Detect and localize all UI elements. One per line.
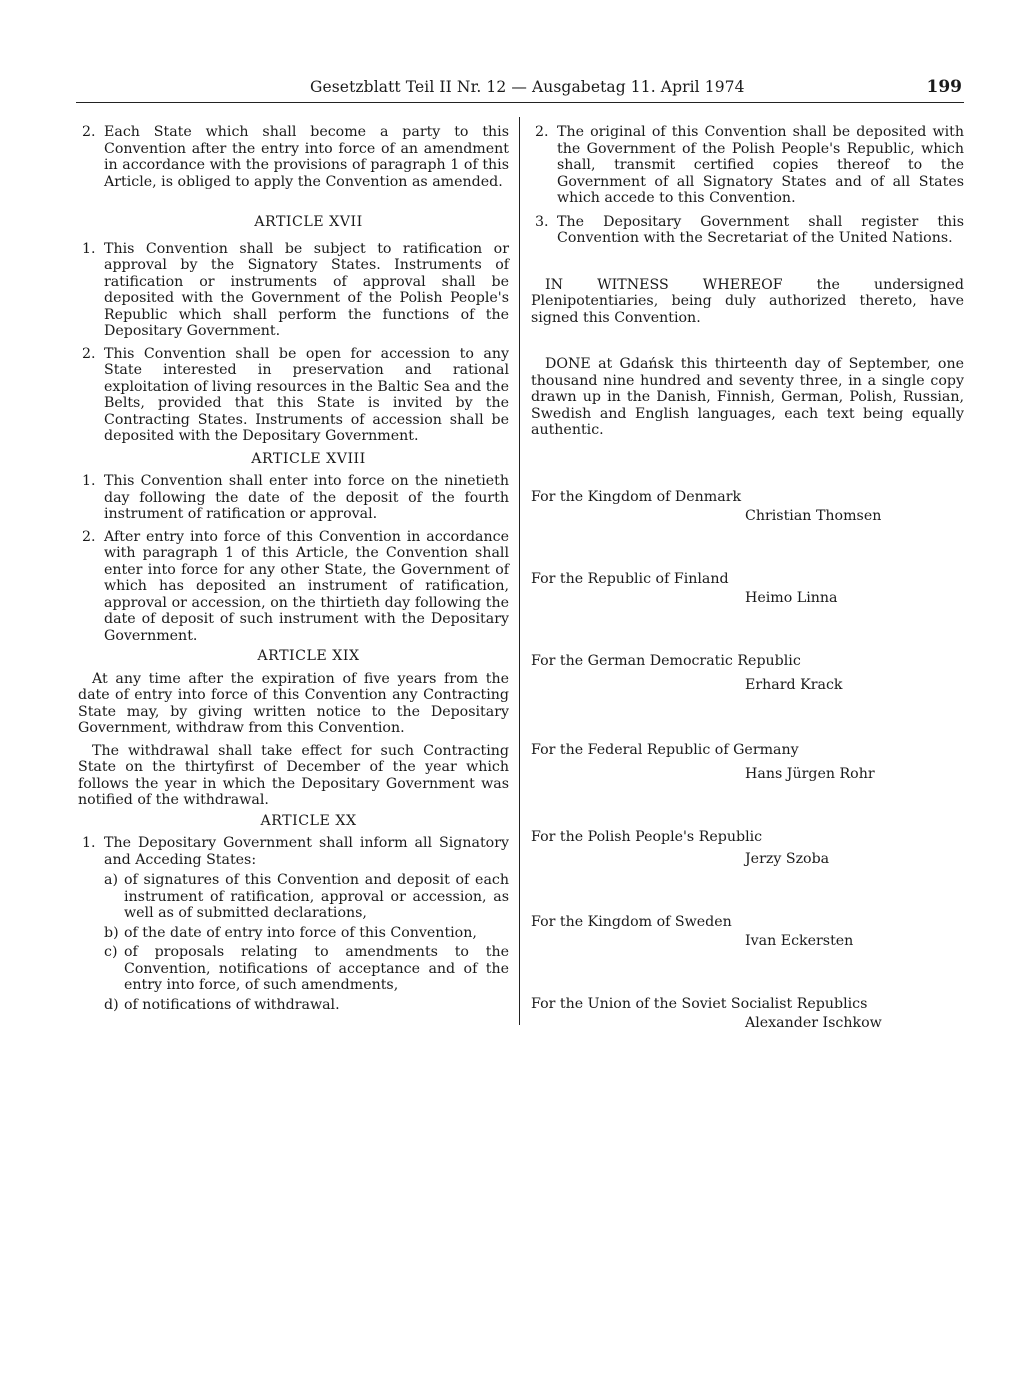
signatory-name: Alexander Ischkow <box>745 1015 882 1031</box>
article-18-heading: ARTICLE XVIII <box>251 450 366 467</box>
article-20-subitem-a <box>78 872 509 922</box>
signature-block-gdr <box>531 653 964 694</box>
signatory-name: Hans Jürgen Rohr <box>745 766 875 782</box>
subitem-text: of the date of entry into force of this Convention, <box>124 924 477 941</box>
article-20-subitem-b <box>78 925 509 942</box>
right-column <box>531 124 964 1032</box>
header-title: Gesetzblatt Teil II Nr. 12 — Ausgabetag 11. April 1974 <box>310 78 745 96</box>
witness-clause: IN WITNESS WHEREOF the undersigned Plenipotentiaries, being duly authorized thereto, have signed this Convention. <box>531 276 964 326</box>
signature-block-sweden <box>531 914 964 950</box>
subitem-text: of notifications of withdrawal. <box>124 996 340 1013</box>
left-column <box>78 124 509 1013</box>
signatory-party: For the Kingdom of Sweden <box>531 913 732 930</box>
article-20-subitem-d <box>78 997 509 1014</box>
paragraph-number: 2. <box>535 124 549 140</box>
paragraph-text: The Depositary Government shall register this Convention with the Secretariat of the United Nations. <box>557 213 964 246</box>
article-18-paragraph-2 <box>78 529 509 645</box>
signature-block-denmark <box>531 489 964 525</box>
article-20-subitem-c <box>78 944 509 994</box>
signatory-name: Erhard Krack <box>745 677 843 693</box>
paragraph-number: 3. <box>535 213 549 230</box>
signature-block-frg <box>531 742 964 783</box>
article-21-paragraph-2 <box>531 124 964 207</box>
signatory-party: For the German Democratic Republic <box>531 652 801 669</box>
signatory-name: Jerzy Szoba <box>745 851 830 867</box>
article-19-paragraph-1: At any time after the expiration of five years from the date of entry into force of this Convention any Contracting State may, by giving written notice to the Depositary Government, withdraw from this Convention. <box>78 670 509 736</box>
signatory-name: Heimo Linna <box>745 590 838 606</box>
subitem-text: of signatures of this Convention and deposit of each instrument of ratification, approval or accession, as well as of submitted declarations, <box>124 872 509 921</box>
paragraph-text: The original of this Convention shall be deposited with the Government of the Polish People's Republic, which shall, transmit certified copies thereof to the Government of all Signatory States and of all States which accede to this Convention. <box>557 124 964 206</box>
signatory-party: For the Republic of Finland <box>531 570 729 587</box>
article-20-heading: ARTICLE XX <box>260 812 357 829</box>
signatory-party: For the Union of the Soviet Socialist Republics <box>531 995 868 1012</box>
article-18-paragraph-1 <box>78 473 509 523</box>
article-17-paragraph-2 <box>78 346 509 445</box>
article-19-heading: ARTICLE XIX <box>257 648 360 664</box>
signature-block-poland <box>531 829 964 868</box>
article-21-paragraph-3 <box>531 214 964 247</box>
paragraph-number: 1. <box>82 835 96 851</box>
paragraph-number: 1. <box>82 240 96 257</box>
paragraph-text: Each State which shall become a party to this Convention after the entry into force of an amendment in accordance with the provisions of paragraph 1 of this Article, is obliged to apply the Convention as amended. <box>104 124 509 190</box>
paragraph-text: This Convention shall be subject to ratification or approval by the Signatory States. Instruments of ratification or instruments of approval shall be deposited with the Government of the Polish People's Republic which shall perform the functions of the Depositary Government. <box>104 240 509 339</box>
subitem-label: d) <box>104 996 119 1013</box>
signatory-party: For the Kingdom of Denmark <box>531 488 742 505</box>
paragraph-text: This Convention shall be open for accession to any State interested in preservation and rational exploitation of living resources in the Baltic Sea and the Belts, provided that this State is invited by the Contracting States. Instruments of accession shall be deposited with the Depositary Government. <box>104 345 509 444</box>
signatory-name: Ivan Eckersten <box>745 933 854 949</box>
article-17-paragraph-1 <box>78 241 509 340</box>
article-17-heading: ARTICLE XVII <box>254 214 363 230</box>
paragraph-number: 2. <box>82 124 96 140</box>
subitem-label: b) <box>104 924 119 941</box>
article-19-paragraph-2: The withdrawal shall take effect for such Contracting State on the thirtyfirst of December of the year which follows the year in which the Depositary Government was notified of the withdrawal. <box>78 742 509 808</box>
signature-block-finland <box>531 571 964 607</box>
subitem-label: a) <box>104 872 118 888</box>
signatory-name: Christian Thomsen <box>745 508 882 524</box>
paragraph-text: This Convention shall enter into force on the ninetieth day following the date of the deposit of the fourth instrument of ratification or approval. <box>104 473 509 522</box>
article-20-paragraph-1 <box>78 835 509 868</box>
paragraph-text: After entry into force of this Convention in accordance with paragraph 1 of this Article, the Convention shall enter into force for any other State, the Government of which has deposited an instrument of ratification, approval or accession, on the thirtieth day following the date of deposit of such instrument with the Depositary Government. <box>104 528 509 644</box>
subitem-label: c) <box>104 944 118 960</box>
page-header <box>76 78 964 103</box>
subitem-text: of proposals relating to amendments to the Convention, notifications of acceptance and of the entry into force, of such amendments, <box>124 944 509 993</box>
article-16-paragraph-2 <box>78 124 509 190</box>
paragraph-number: 2. <box>82 528 96 545</box>
signature-block-ussr <box>531 996 964 1032</box>
paragraph-number: 2. <box>82 345 96 362</box>
paragraph-text: The Depositary Government shall inform all Signatory and Acceding States: <box>104 835 509 868</box>
paragraph-number: 1. <box>82 473 96 489</box>
done-clause: DONE at Gdańsk this thirteenth day of September, one thousand nine hundred and seventy three, in a single copy drawn up in the Danish, Finnish, German, Polish, Russian, Swedish and English languages, each text being equally authentic. <box>531 356 964 438</box>
signatory-party: For the Federal Republic of Germany <box>531 741 799 758</box>
signatory-party: For the Polish People's Republic <box>531 828 763 845</box>
column-divider <box>519 117 520 1025</box>
page-number: 199 <box>926 77 962 97</box>
